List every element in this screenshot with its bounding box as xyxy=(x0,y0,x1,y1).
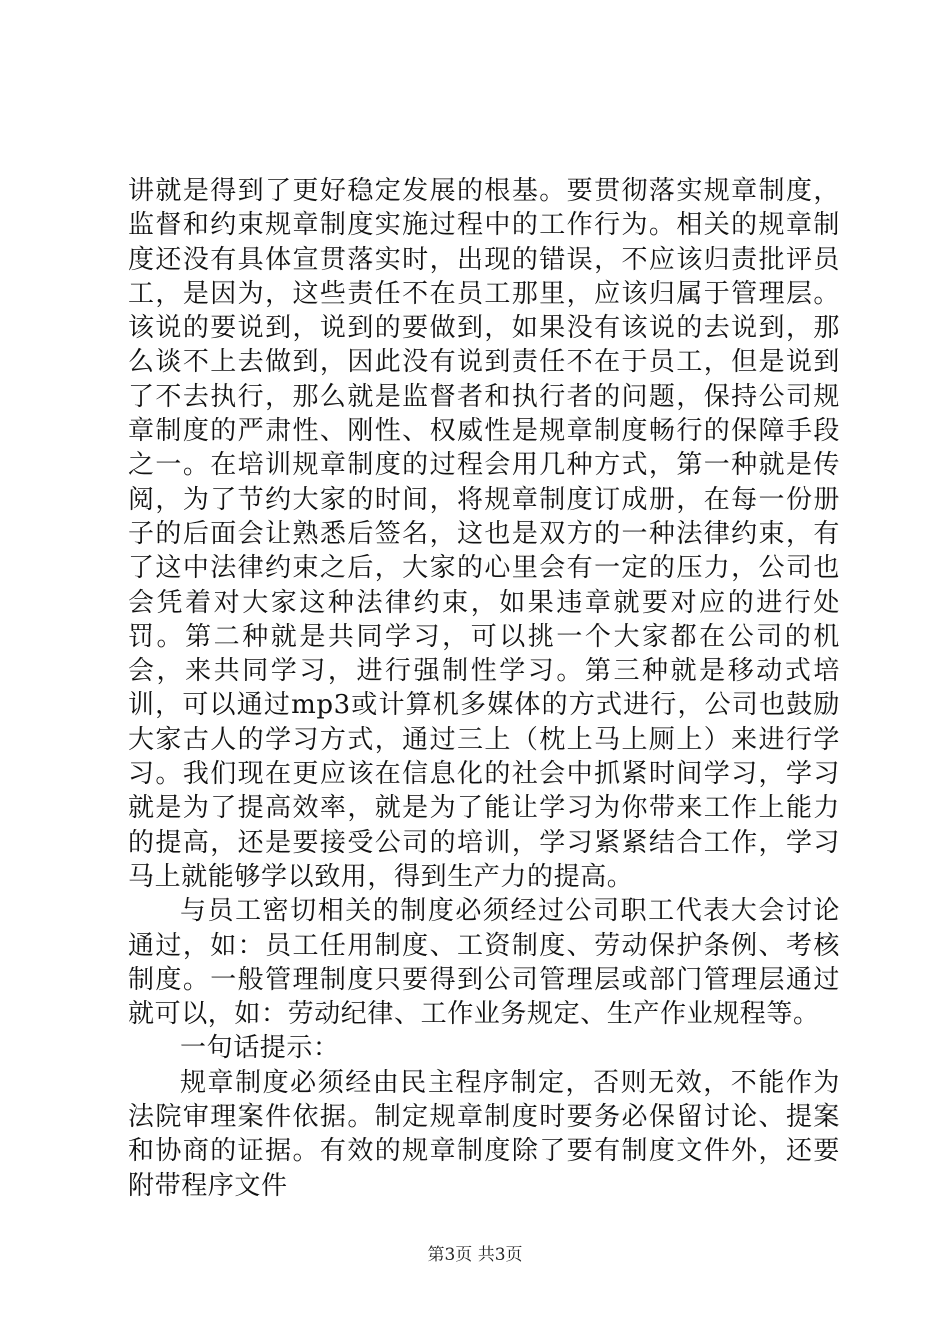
document-body xyxy=(128,174,840,1203)
paragraph-tip-content: 规章制度必须经由民主程序制定，否则无效，不能作为法院审理案件依据。制定规章制度时要务必保留讨论、提案和协商的证据。有效的规章制度除了要有制度文件外，还要附带程序文件 xyxy=(128,1067,840,1201)
paragraph-tip-heading: 一句话提示： xyxy=(180,1033,340,1064)
paragraph-approval-rules: 与员工密切相关的制度必须经过公司职工代表大会讨论通过，如：员工任用制度、工资制度、劳动保护条例、考核制度。一般管理制度只要得到公司管理层或部门管理层通过就可以，如：劳动纪律、工作业务规定、生产作业规程等。 xyxy=(128,896,840,1030)
paragraph-continuation: 讲就是得到了更好稳定发展的根基。要贯彻落实规章制度，监督和约束规章制度实施过程中的工作行为。相关的规章制度还没有具体宣贯落实时，出现的错误，不应该归责批评员工，是因为，这些责任不在员工那里，应该归属于管理层。该说的要说到，说到的要做到，如果没有该说的去说到，那么谈不上去做到，因此没有说到责任不在于员工，但是说到了不去执行，那么就是监督者和执行者的问题，保持公司规章制度的严肃性、刚性、权威性是规章制度畅行的保障手段之一。在培训规章制度的过程会用几种方式，第一种就是传阅，为了节约大家的时间，将规章制度订成册，在每一份册子的后面会让熟悉后签名，这也是双方的一种法律约束，有了这中法律约束之后，大家的心里会有一定的压力，公司也会凭着对大家这种法律约束，如果违章就要对应的进行处罚。第二种就是共同学习，可以挑一个大家都在公司的机会，来共同学习，进行强制性学习。第三种就是移动式培训，可以通过mp3或计算机多媒体的方式进行，公司也鼓励大家古人的学习方式，通过三上（枕上马上厕上）来进行学习。我们现在更应该在信息化的社会中抓紧时间学习，学习就是为了提高效率，就是为了能让学习为你带来工作上能力的提高，还是要接受公司的培训，学习紧紧结合工作，学习马上就能够学以致用，得到生产力的提高。 xyxy=(128,176,840,892)
page-footer: 第3页 共3页 xyxy=(427,1245,523,1265)
